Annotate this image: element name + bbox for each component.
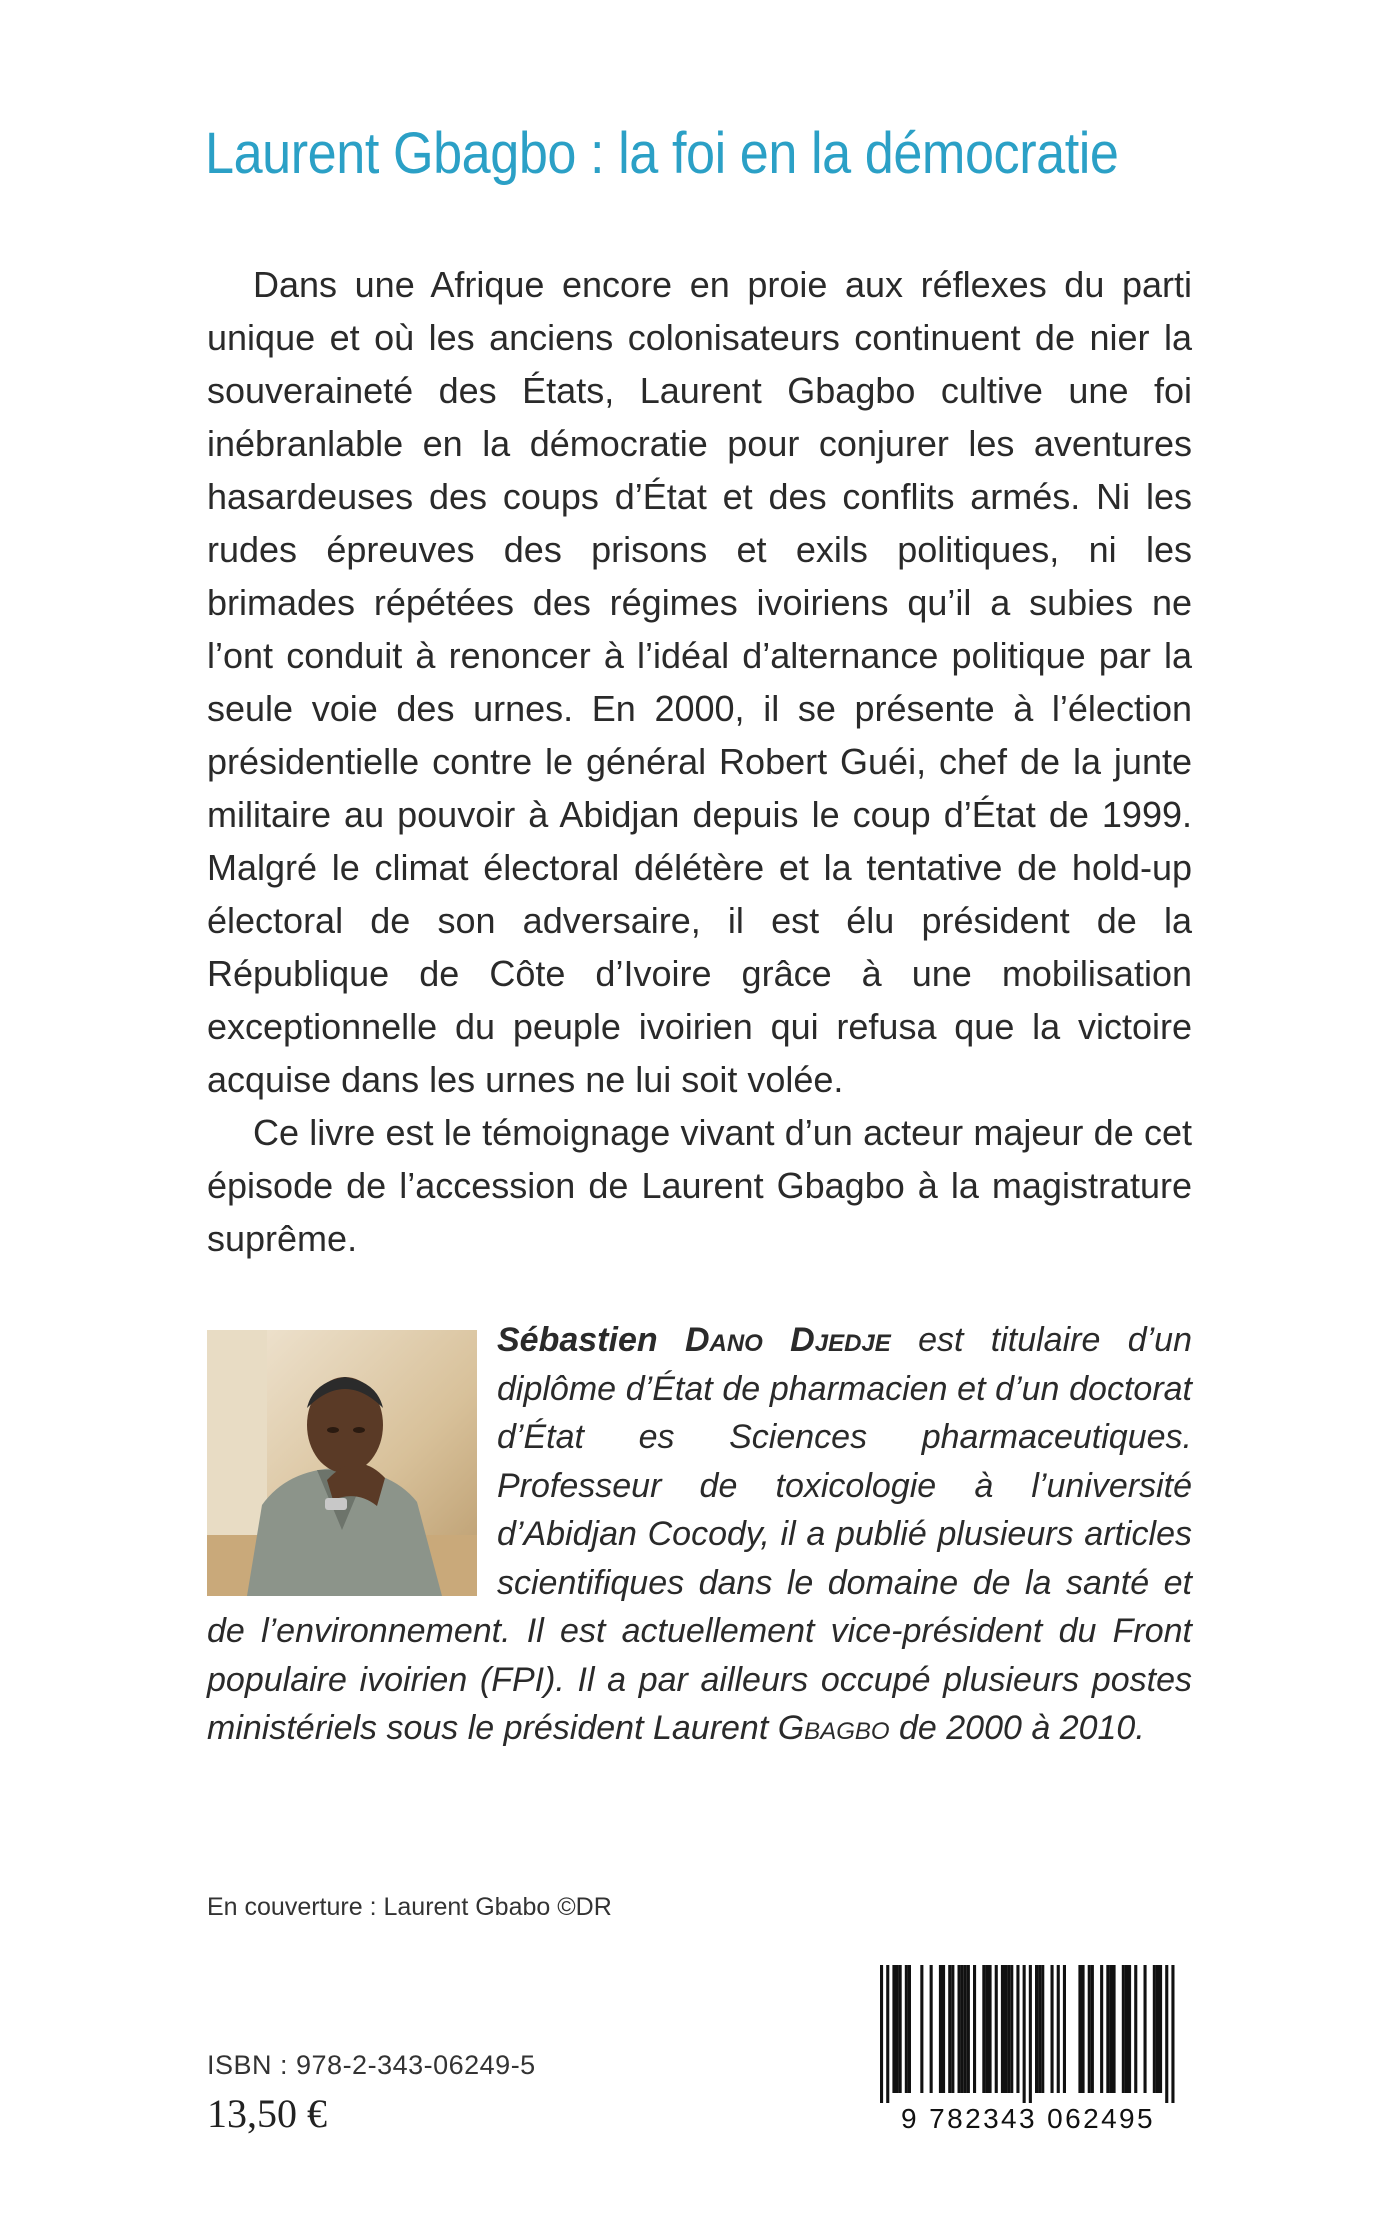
barcode-bar [1171, 1965, 1174, 2103]
barcode-bar [1010, 1965, 1013, 2093]
barcode-bar [1029, 1965, 1032, 2103]
barcode-bar [958, 1965, 961, 2093]
author-photo [207, 1330, 477, 1596]
barcode-bar [1125, 1965, 1128, 2093]
barcode-bar [905, 1965, 908, 2093]
barcode-bar [1004, 1965, 1007, 2093]
barcode-bar [908, 1965, 911, 2093]
barcode-bar [1091, 1965, 1094, 2093]
barcode-bar [930, 1965, 933, 2093]
barcode-bar [1113, 1965, 1116, 2093]
synopsis [207, 258, 1192, 1265]
barcode-bar [1159, 1965, 1162, 2093]
barcode-bar [973, 1965, 976, 2093]
barcode-bar [899, 1965, 902, 2093]
price: 13,50 € [207, 2091, 327, 2136]
isbn: ISBN : 978-2-343-06249-5 [207, 2050, 536, 2080]
barcode-bar [892, 1965, 895, 2093]
barcode-bar [1156, 1965, 1159, 2093]
barcode-bar [1088, 1965, 1091, 2093]
barcode-digits: 9 782343 062495 [901, 2103, 1155, 2134]
barcode-bar [1122, 1965, 1125, 2093]
barcode [860, 1965, 1196, 2135]
barcode-bar [1007, 1965, 1010, 2093]
author-portrait-illustration [207, 1330, 477, 1596]
author-last-name: Dano Djedje [684, 1321, 891, 1359]
synopsis-paragraph-2: Ce livre est le témoignage vivant d’un acteur majeur de cet épisode de l’accession de Laurent Gbagbo à la magistrature suprême. [207, 1112, 1192, 1259]
barcode-bar [1057, 1965, 1060, 2093]
barcode-bars [860, 1965, 1196, 2103]
barcode-bar [1100, 1965, 1103, 2093]
barcode-bar [1051, 1965, 1054, 2093]
barcode-bar [1144, 1965, 1147, 2093]
author-bio-text-2: de 2000 à 2010. [889, 1709, 1145, 1747]
synopsis-paragraph-1: Dans une Afrique encore en proie aux réflexes du parti unique et où les anciens colonisateurs continuent de nier la souveraineté des États, Laurent Gbagbo cultive une foi inébranlable en la démocratie pour conjurer les aventures hasardeuses des coups d’État et des conflits armés. Ni les rudes épreuves des prisons et exils politiques, ni les brimades répétées des régimes ivoiriens qu’il a subies ne l’ont conduit à renoncer à l’idéal d’alternance politique par la seule voie des urnes. En 2000, il se présente à l’élection présidentielle contre le général Robert Guéi, chef de la junte militaire au pouvoir à Abidjan depuis le coup d’État de 1999. Malgré le climat électoral délétère et la tentative de hold-up électoral de son adversaire, il est élu président de la République de Côte d’Ivoire grâce à une mobilisation exceptionnelle du peuple ivoirien qui refusa que la victoire acquise dans les urnes ne lui soit volée. [207, 264, 1192, 1100]
barcode-bar [1078, 1965, 1081, 2093]
barcode-bar [880, 1965, 883, 2103]
barcode-bar [1134, 1965, 1137, 2093]
barcode-bar [942, 1965, 945, 2093]
barcode-bar [985, 1965, 988, 2093]
barcode-bar [967, 1965, 970, 2093]
barcode-bar [1082, 1965, 1085, 2093]
barcode-bar [989, 1965, 992, 2093]
barcode-bar [1041, 1965, 1044, 2093]
barcode-bar [961, 1965, 964, 2093]
barcode-bar [1001, 1965, 1004, 2093]
barcode-bar [995, 1965, 998, 2093]
barcode-bar [1035, 1965, 1038, 2093]
barcode-bar [964, 1965, 967, 2093]
barcode-bar [948, 1965, 951, 2093]
barcode-bar [1109, 1965, 1112, 2093]
author-first-name: Sébastien [497, 1321, 658, 1359]
barcode-bar [982, 1965, 985, 2093]
cover-credit: En couverture : Laurent Gbabo ©DR [207, 1893, 612, 1921]
barcode-bar [1153, 1965, 1156, 2093]
barcode-bar [1106, 1965, 1109, 2093]
barcode-bar [896, 1965, 899, 2093]
barcode-bar [1023, 1965, 1026, 2103]
barcode-bar [1016, 1965, 1019, 2093]
barcode-bar [1165, 1965, 1168, 2103]
barcode-bar [951, 1965, 954, 2093]
barcode-bar [920, 1965, 923, 2093]
author-bio-text-1: est titulaire d’un diplôme d’État de pharmacien et d’un doctorat d’État es Sciences pharmaceutiques. Professeur de toxicologie à l’université d’Abidjan Cocody, il a publié plusieurs articles scientifiques dans le domaine de la santé et de l’environnement. Il est actuellement vice-président du Front populaire ivoirien (FPI). Il a par ailleurs occupé plusieurs postes ministériels sous le président Laurent [207, 1321, 1192, 1747]
barcode-bar [1128, 1965, 1131, 2093]
barcode-bar [939, 1965, 942, 2093]
barcode-bar [886, 1965, 889, 2103]
barcode-bar [1063, 1965, 1066, 2093]
president-name: Gbagbo [777, 1709, 890, 1747]
book-title: Laurent Gbagbo : la foi en la démocratie [205, 121, 1119, 186]
barcode-bar [1038, 1965, 1041, 2093]
